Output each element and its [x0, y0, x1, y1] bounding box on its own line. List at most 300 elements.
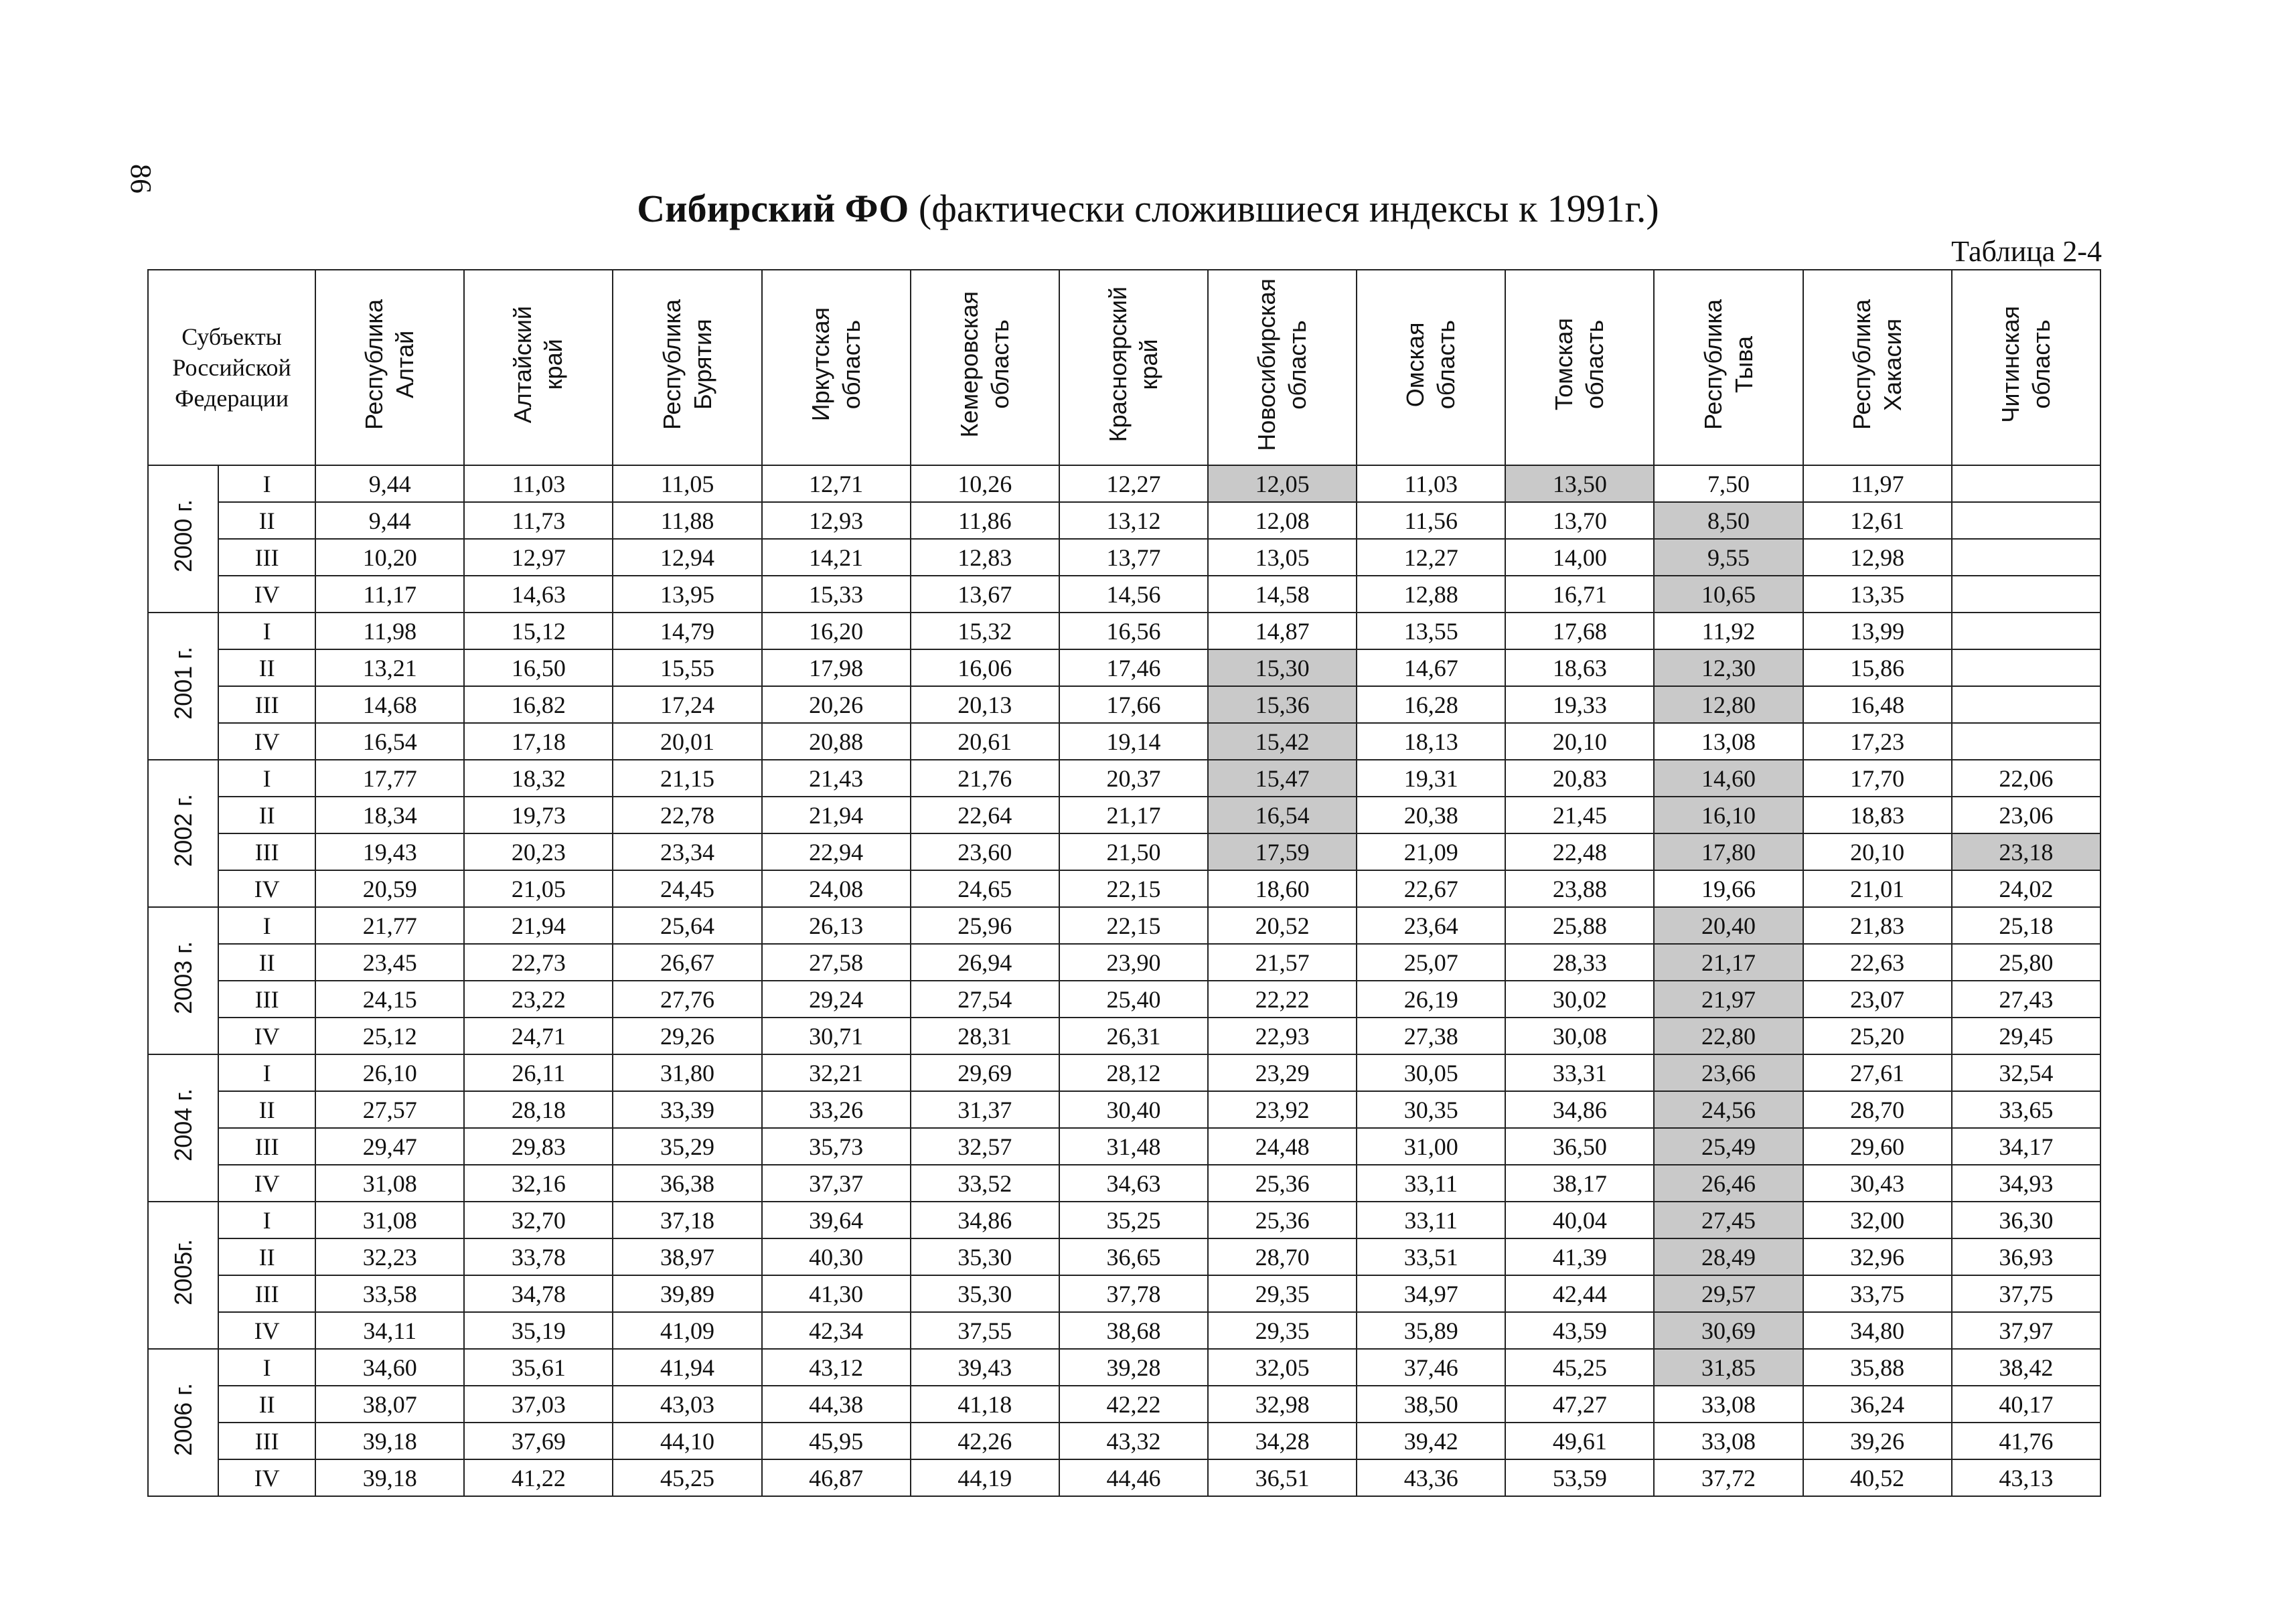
title-description: (фактически сложившиеся индексы к 1991г.) [909, 187, 1659, 230]
value-cell: 21,94 [464, 907, 613, 944]
value-cell: 14,87 [1208, 613, 1357, 649]
value-cell: 17,23 [1803, 723, 1952, 760]
table-row [148, 1238, 2100, 1275]
value-cell: 20,61 [911, 723, 1059, 760]
year-cell [148, 465, 218, 613]
value-cell: 43,03 [613, 1386, 761, 1423]
value-cell: 21,50 [1059, 833, 1208, 870]
value-cell: 23,45 [315, 944, 464, 981]
value-cell: 33,31 [1505, 1054, 1654, 1091]
value-cell: 20,23 [464, 833, 613, 870]
value-cell: 46,87 [762, 1459, 911, 1496]
value-cell: 37,97 [1952, 1312, 2100, 1349]
value-cell: 28,31 [911, 1018, 1059, 1054]
value-cell: 14,68 [315, 686, 464, 723]
value-cell: 16,20 [762, 613, 911, 649]
value-cell: 22,93 [1208, 1018, 1357, 1054]
value-cell: 21,09 [1357, 833, 1505, 870]
value-cell: 40,52 [1803, 1459, 1952, 1496]
value-cell: 14,79 [613, 613, 761, 649]
value-cell [1952, 576, 2100, 613]
value-cell: 26,19 [1357, 981, 1505, 1018]
value-cell: 12,80 [1654, 686, 1803, 723]
value-cell: 43,13 [1952, 1459, 2100, 1496]
value-cell: 22,15 [1059, 907, 1208, 944]
year-cell [148, 760, 218, 907]
value-cell: 26,13 [762, 907, 911, 944]
page-number: 86 [125, 164, 158, 193]
column-header-label: Иркутская область [806, 307, 865, 422]
value-cell: 11,92 [1654, 613, 1803, 649]
value-cell: 15,12 [464, 613, 613, 649]
value-cell: 13,95 [613, 576, 761, 613]
quarter-cell: II [218, 502, 315, 539]
value-cell: 36,24 [1803, 1386, 1952, 1423]
value-cell: 22,64 [911, 797, 1059, 833]
quarter-cell: I [218, 1054, 315, 1091]
value-cell: 30,40 [1059, 1091, 1208, 1128]
value-cell: 25,80 [1952, 944, 2100, 981]
value-cell: 12,27 [1059, 465, 1208, 502]
value-cell: 39,28 [1059, 1349, 1208, 1386]
value-cell: 45,25 [613, 1459, 761, 1496]
table-row [148, 1054, 2100, 1091]
column-header-label: Кемеровская область [955, 291, 1014, 438]
value-cell: 37,69 [464, 1423, 613, 1459]
value-cell: 44,10 [613, 1423, 761, 1459]
value-cell: 17,68 [1505, 613, 1654, 649]
value-cell: 13,55 [1357, 613, 1505, 649]
year-cell [148, 1349, 218, 1496]
value-cell: 40,17 [1952, 1386, 2100, 1423]
value-cell: 34,93 [1952, 1165, 2100, 1202]
value-cell: 36,93 [1952, 1238, 2100, 1275]
value-cell: 32,21 [762, 1054, 911, 1091]
value-cell: 20,38 [1357, 797, 1505, 833]
column-header-label: Республика Алтай [360, 299, 419, 430]
value-cell: 42,26 [911, 1423, 1059, 1459]
quarter-cell: II [218, 944, 315, 981]
value-cell: 27,76 [613, 981, 761, 1018]
value-cell: 9,44 [315, 465, 464, 502]
table-row [148, 1165, 2100, 1202]
column-header-label: Республика Бурятия [658, 299, 716, 430]
value-cell: 16,50 [464, 649, 613, 686]
value-cell: 12,93 [762, 502, 911, 539]
value-cell: 15,42 [1208, 723, 1357, 760]
value-cell: 12,30 [1654, 649, 1803, 686]
value-cell: 16,06 [911, 649, 1059, 686]
value-cell: 38,17 [1505, 1165, 1654, 1202]
value-cell: 9,55 [1654, 539, 1803, 576]
value-cell: 15,86 [1803, 649, 1952, 686]
value-cell: 53,59 [1505, 1459, 1654, 1496]
table-row [148, 1091, 2100, 1128]
value-cell: 43,36 [1357, 1459, 1505, 1496]
value-cell: 34,86 [911, 1202, 1059, 1238]
quarter-cell: III [218, 686, 315, 723]
value-cell: 33,58 [315, 1275, 464, 1312]
value-cell: 17,70 [1803, 760, 1952, 797]
value-cell: 37,46 [1357, 1349, 1505, 1386]
value-cell: 18,13 [1357, 723, 1505, 760]
value-cell: 11,73 [464, 502, 613, 539]
value-cell: 35,29 [613, 1128, 761, 1165]
value-cell: 21,01 [1803, 870, 1952, 907]
value-cell: 23,90 [1059, 944, 1208, 981]
table-row [148, 723, 2100, 760]
column-header [911, 270, 1059, 465]
value-cell: 25,64 [613, 907, 761, 944]
value-cell: 31,80 [613, 1054, 761, 1091]
value-cell: 22,48 [1505, 833, 1654, 870]
column-header [1654, 270, 1803, 465]
value-cell: 22,15 [1059, 870, 1208, 907]
value-cell: 39,43 [911, 1349, 1059, 1386]
value-cell: 33,08 [1654, 1423, 1803, 1459]
value-cell: 29,26 [613, 1018, 761, 1054]
table-row [148, 1423, 2100, 1459]
value-cell: 39,18 [315, 1459, 464, 1496]
value-cell: 38,07 [315, 1386, 464, 1423]
header-row [148, 270, 2100, 465]
value-cell: 26,67 [613, 944, 761, 981]
value-cell: 25,96 [911, 907, 1059, 944]
value-cell: 26,94 [911, 944, 1059, 981]
column-header [464, 270, 613, 465]
index-table [147, 269, 2101, 1497]
quarter-cell: II [218, 1091, 315, 1128]
value-cell: 34,63 [1059, 1165, 1208, 1202]
table-row [148, 686, 2100, 723]
value-cell: 20,88 [762, 723, 911, 760]
table-row [148, 944, 2100, 981]
value-cell: 21,45 [1505, 797, 1654, 833]
value-cell: 36,50 [1505, 1128, 1654, 1165]
value-cell: 32,70 [464, 1202, 613, 1238]
value-cell: 11,03 [464, 465, 613, 502]
value-cell: 27,45 [1654, 1202, 1803, 1238]
value-cell: 11,97 [1803, 465, 1952, 502]
quarter-cell: I [218, 1349, 315, 1386]
value-cell: 23,06 [1952, 797, 2100, 833]
quarter-cell: III [218, 1128, 315, 1165]
value-cell: 44,19 [911, 1459, 1059, 1496]
value-cell: 17,98 [762, 649, 911, 686]
value-cell: 27,38 [1357, 1018, 1505, 1054]
value-cell: 25,36 [1208, 1202, 1357, 1238]
value-cell: 27,43 [1952, 981, 2100, 1018]
year-label: 2005г. [169, 1239, 197, 1305]
value-cell: 44,38 [762, 1386, 911, 1423]
value-cell: 33,65 [1952, 1091, 2100, 1128]
quarter-cell: I [218, 465, 315, 502]
value-cell: 11,98 [315, 613, 464, 649]
value-cell: 28,18 [464, 1091, 613, 1128]
value-cell: 20,59 [315, 870, 464, 907]
value-cell: 18,34 [315, 797, 464, 833]
value-cell: 25,88 [1505, 907, 1654, 944]
value-cell: 15,32 [911, 613, 1059, 649]
quarter-cell: IV [218, 1312, 315, 1349]
value-cell: 42,22 [1059, 1386, 1208, 1423]
value-cell: 33,39 [613, 1091, 761, 1128]
value-cell: 16,10 [1654, 797, 1803, 833]
value-cell: 12,61 [1803, 502, 1952, 539]
value-cell: 19,33 [1505, 686, 1654, 723]
value-cell: 39,64 [762, 1202, 911, 1238]
value-cell: 27,61 [1803, 1054, 1952, 1091]
value-cell: 12,27 [1357, 539, 1505, 576]
value-cell: 30,43 [1803, 1165, 1952, 1202]
value-cell: 32,23 [315, 1238, 464, 1275]
column-header [1059, 270, 1208, 465]
value-cell: 26,11 [464, 1054, 613, 1091]
value-cell [1952, 649, 2100, 686]
value-cell: 38,50 [1357, 1386, 1505, 1423]
table-row [148, 797, 2100, 833]
value-cell: 33,08 [1654, 1386, 1803, 1423]
quarter-cell: IV [218, 1459, 315, 1496]
value-cell: 35,30 [911, 1275, 1059, 1312]
value-cell: 26,10 [315, 1054, 464, 1091]
value-cell: 12,94 [613, 539, 761, 576]
value-cell: 43,12 [762, 1349, 911, 1386]
value-cell: 42,34 [762, 1312, 911, 1349]
value-cell: 32,00 [1803, 1202, 1952, 1238]
value-cell: 29,35 [1208, 1312, 1357, 1349]
quarter-cell: IV [218, 1165, 315, 1202]
value-cell: 37,72 [1654, 1459, 1803, 1496]
value-cell: 18,60 [1208, 870, 1357, 907]
value-cell: 28,33 [1505, 944, 1654, 981]
quarter-cell: IV [218, 576, 315, 613]
value-cell: 22,78 [613, 797, 761, 833]
value-cell: 11,03 [1357, 465, 1505, 502]
quarter-cell: II [218, 1238, 315, 1275]
value-cell: 39,18 [315, 1423, 464, 1459]
value-cell: 13,67 [911, 576, 1059, 613]
value-cell: 13,50 [1505, 465, 1654, 502]
value-cell: 16,56 [1059, 613, 1208, 649]
value-cell: 17,77 [315, 760, 464, 797]
value-cell: 30,69 [1654, 1312, 1803, 1349]
value-cell: 21,76 [911, 760, 1059, 797]
value-cell: 16,28 [1357, 686, 1505, 723]
column-header [1357, 270, 1505, 465]
value-cell: 14,56 [1059, 576, 1208, 613]
value-cell: 14,00 [1505, 539, 1654, 576]
value-cell: 18,83 [1803, 797, 1952, 833]
table-row [148, 502, 2100, 539]
value-cell: 43,59 [1505, 1312, 1654, 1349]
page-title [0, 186, 2296, 231]
value-cell: 25,36 [1208, 1165, 1357, 1202]
value-cell: 20,26 [762, 686, 911, 723]
value-cell: 25,40 [1059, 981, 1208, 1018]
quarter-cell: II [218, 1386, 315, 1423]
column-header [613, 270, 761, 465]
value-cell: 35,19 [464, 1312, 613, 1349]
table-row [148, 576, 2100, 613]
value-cell: 21,43 [762, 760, 911, 797]
value-cell: 24,08 [762, 870, 911, 907]
quarter-cell: I [218, 1202, 315, 1238]
value-cell: 25,18 [1952, 907, 2100, 944]
value-cell: 16,48 [1803, 686, 1952, 723]
value-cell: 19,14 [1059, 723, 1208, 760]
value-cell: 33,52 [911, 1165, 1059, 1202]
column-header [1505, 270, 1654, 465]
value-cell: 41,18 [911, 1386, 1059, 1423]
value-cell: 24,45 [613, 870, 761, 907]
value-cell: 14,63 [464, 576, 613, 613]
value-cell: 24,56 [1654, 1091, 1803, 1128]
value-cell: 30,05 [1357, 1054, 1505, 1091]
value-cell: 19,73 [464, 797, 613, 833]
value-cell: 30,35 [1357, 1091, 1505, 1128]
value-cell: 23,64 [1357, 907, 1505, 944]
value-cell: 25,12 [315, 1018, 464, 1054]
value-cell: 21,83 [1803, 907, 1952, 944]
value-cell: 14,67 [1357, 649, 1505, 686]
value-cell: 21,15 [613, 760, 761, 797]
value-cell: 14,58 [1208, 576, 1357, 613]
value-cell: 37,37 [762, 1165, 911, 1202]
quarter-cell: II [218, 649, 315, 686]
value-cell: 34,11 [315, 1312, 464, 1349]
value-cell: 37,03 [464, 1386, 613, 1423]
value-cell: 17,46 [1059, 649, 1208, 686]
value-cell: 39,26 [1803, 1423, 1952, 1459]
value-cell: 31,08 [315, 1202, 464, 1238]
value-cell: 20,40 [1654, 907, 1803, 944]
year-cell [148, 613, 218, 760]
quarter-cell: II [218, 797, 315, 833]
value-cell: 29,60 [1803, 1128, 1952, 1165]
value-cell: 31,48 [1059, 1128, 1208, 1165]
table-row [148, 539, 2100, 576]
value-cell: 36,65 [1059, 1238, 1208, 1275]
value-cell: 12,98 [1803, 539, 1952, 576]
column-header-label: Республика Хакасия [1847, 299, 1906, 430]
value-cell: 22,73 [464, 944, 613, 981]
value-cell: 20,13 [911, 686, 1059, 723]
value-cell: 14,60 [1654, 760, 1803, 797]
value-cell: 24,02 [1952, 870, 2100, 907]
value-cell: 14,21 [762, 539, 911, 576]
value-cell [1952, 539, 2100, 576]
value-cell: 22,94 [762, 833, 911, 870]
column-header [1803, 270, 1952, 465]
year-label: 2000 г. [169, 499, 197, 572]
value-cell: 31,37 [911, 1091, 1059, 1128]
value-cell: 47,27 [1505, 1386, 1654, 1423]
value-cell: 38,42 [1952, 1349, 2100, 1386]
value-cell: 19,43 [315, 833, 464, 870]
value-cell: 29,47 [315, 1128, 464, 1165]
value-cell: 17,66 [1059, 686, 1208, 723]
value-cell: 20,52 [1208, 907, 1357, 944]
quarter-cell: IV [218, 870, 315, 907]
value-cell: 12,83 [911, 539, 1059, 576]
value-cell: 11,05 [613, 465, 761, 502]
value-cell: 24,71 [464, 1018, 613, 1054]
value-cell: 10,65 [1654, 576, 1803, 613]
year-cell [148, 1202, 218, 1349]
value-cell: 33,75 [1803, 1275, 1952, 1312]
value-cell: 13,05 [1208, 539, 1357, 576]
value-cell: 16,71 [1505, 576, 1654, 613]
value-cell: 45,95 [762, 1423, 911, 1459]
column-header-label: Томская область [1550, 318, 1609, 411]
value-cell: 12,97 [464, 539, 613, 576]
value-cell: 11,56 [1357, 502, 1505, 539]
value-cell: 35,25 [1059, 1202, 1208, 1238]
table-row [148, 1386, 2100, 1423]
value-cell: 16,54 [315, 723, 464, 760]
quarter-cell: IV [218, 1018, 315, 1054]
year-cell [148, 1054, 218, 1202]
value-cell: 41,09 [613, 1312, 761, 1349]
value-cell: 29,83 [464, 1128, 613, 1165]
value-cell: 23,18 [1952, 833, 2100, 870]
value-cell: 13,77 [1059, 539, 1208, 576]
value-cell: 26,46 [1654, 1165, 1803, 1202]
column-header [1208, 270, 1357, 465]
value-cell: 32,98 [1208, 1386, 1357, 1423]
value-cell: 16,54 [1208, 797, 1357, 833]
value-cell: 44,46 [1059, 1459, 1208, 1496]
value-cell: 29,24 [762, 981, 911, 1018]
table-body [148, 465, 2100, 1496]
value-cell: 40,04 [1505, 1202, 1654, 1238]
value-cell: 42,44 [1505, 1275, 1654, 1312]
value-cell [1952, 686, 2100, 723]
column-header [762, 270, 911, 465]
value-cell: 12,08 [1208, 502, 1357, 539]
table-row [148, 613, 2100, 649]
value-cell: 37,18 [613, 1202, 761, 1238]
value-cell: 21,17 [1059, 797, 1208, 833]
value-cell: 37,78 [1059, 1275, 1208, 1312]
value-cell: 31,00 [1357, 1128, 1505, 1165]
value-cell: 11,86 [911, 502, 1059, 539]
year-label: 2003 г. [169, 941, 197, 1014]
value-cell: 9,44 [315, 502, 464, 539]
value-cell: 49,61 [1505, 1423, 1654, 1459]
value-cell: 45,25 [1505, 1349, 1654, 1386]
table-row [148, 465, 2100, 502]
value-cell: 23,22 [464, 981, 613, 1018]
value-cell: 23,66 [1654, 1054, 1803, 1091]
value-cell: 24,15 [315, 981, 464, 1018]
value-cell: 19,31 [1357, 760, 1505, 797]
column-header-label: Новосибирская область [1253, 278, 1312, 451]
value-cell: 28,70 [1803, 1091, 1952, 1128]
quarter-cell: III [218, 539, 315, 576]
value-cell: 33,78 [464, 1238, 613, 1275]
value-cell: 10,20 [315, 539, 464, 576]
value-cell: 33,51 [1357, 1238, 1505, 1275]
value-cell: 37,55 [911, 1312, 1059, 1349]
table-row [148, 760, 2100, 797]
value-cell: 28,12 [1059, 1054, 1208, 1091]
title-region: Сибирский ФО [637, 187, 909, 230]
value-cell: 29,69 [911, 1054, 1059, 1091]
column-header-label: Омская область [1401, 319, 1460, 410]
quarter-cell: III [218, 833, 315, 870]
